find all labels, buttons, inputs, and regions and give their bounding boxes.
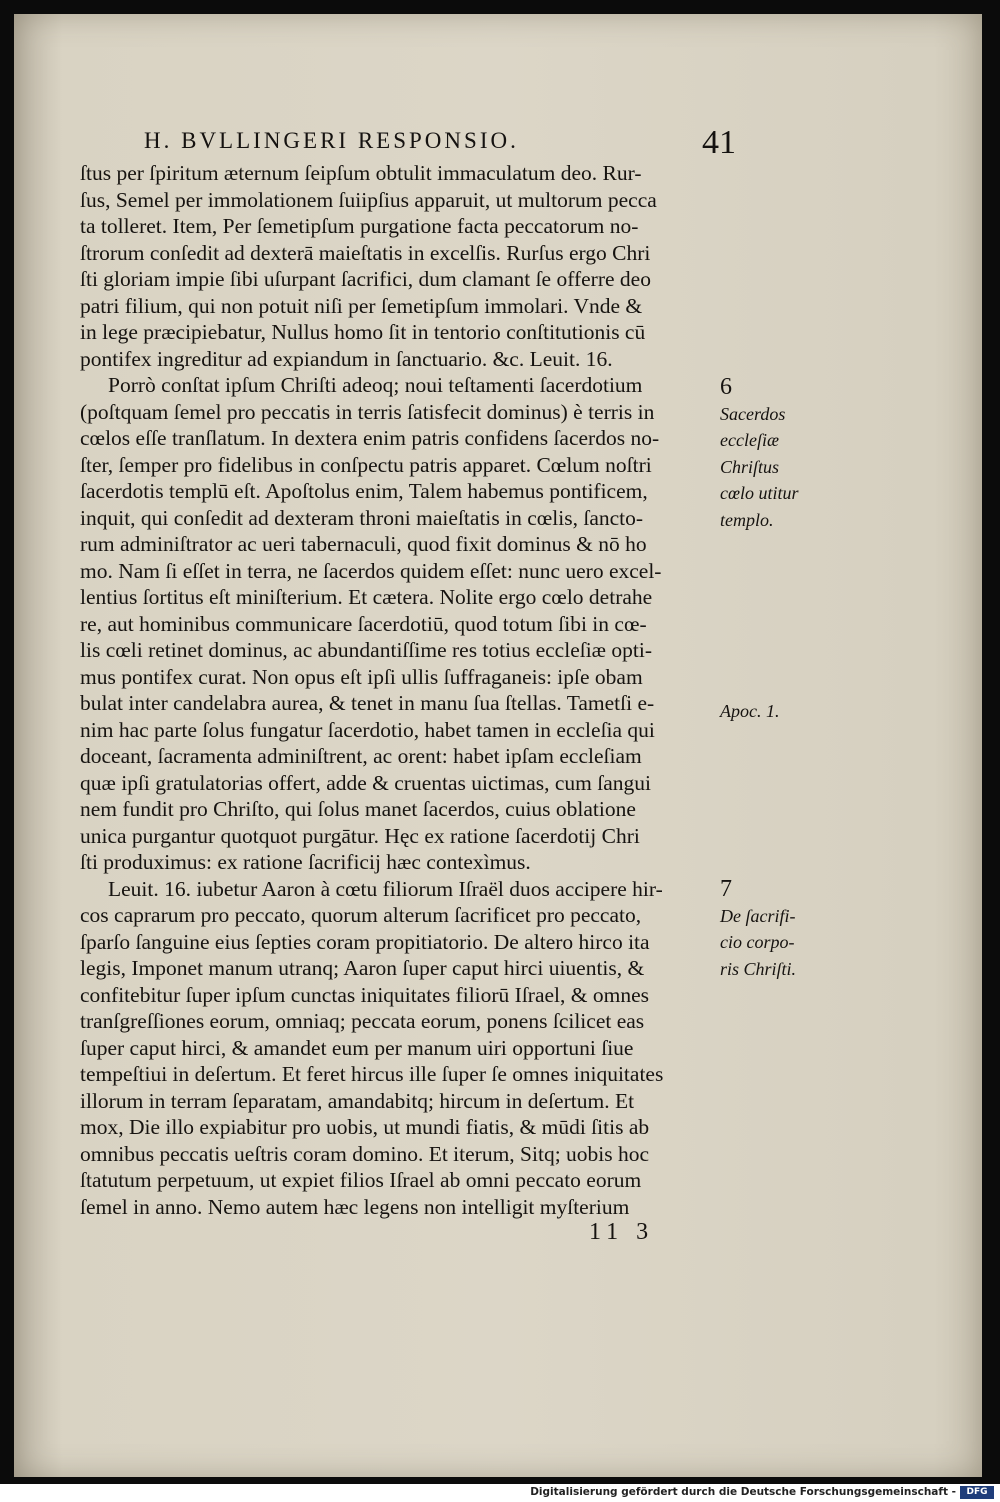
text-line: ſter, ſemper pro fidelibus in conſpectu patris apparet. Cœlum noſtri — [80, 452, 652, 477]
text-line: doceant, ſacramenta adminiſtrent, ac orent: habet ipſam eccleſiam — [80, 744, 642, 768]
text-line: ſtatutum perpetuum, ut expiet filios Iſrael ab omni peccato eorum — [80, 1168, 642, 1192]
text-line: confitebitur ſuper ipſum cunctas iniquitates filiorū Iſrael, & omnes — [80, 982, 650, 1007]
margin-note-line: eccleſiæ — [720, 430, 779, 450]
text-line: re, aut hominibus communicare ſacerdotiū, quod totum ſibi in cœ- — [80, 611, 647, 636]
text-line: ſemel in anno. Nemo autem hæc legens non intelligit myſterium — [80, 1194, 630, 1219]
text-line: quæ ipſi gratulatorias offert, adde & cruentas uictimas, cum ſangui — [80, 770, 651, 795]
text-line: ſtrorum conſedit ad dexterā maieſtatis in excelſis. Rurſus ergo Chri — [80, 240, 651, 265]
text-line: ta tolleret. Item, Per ſemetipſum purgatione facta peccatorum no- — [80, 214, 639, 238]
text-line: cos caprarum pro peccato, quorum alterum ſacrificet pro peccato, — [80, 903, 642, 927]
text-line: nim hac parte ſolus fungatur ſacerdotio, habet tamen in eccleſia qui — [80, 717, 655, 742]
dfg-logo: DFG — [960, 1486, 994, 1499]
page-number: 41 — [702, 124, 736, 161]
margin-note-line: ris Chriſti. — [720, 958, 797, 979]
margin-note-number: 6 — [720, 374, 732, 400]
margin-note-line: Sacerdos — [720, 403, 786, 424]
text-line: illorum in terram ſeparatam, amandabitq; hircum in deſertum. Et — [80, 1088, 635, 1113]
text-line: mo. Nam ſi eſſet in terra, ne ſacerdos quidem eſſet: nunc uero excel- — [80, 558, 662, 583]
margin-note-line: Apoc. 1. — [720, 701, 780, 721]
text-line: tranſgreſſiones eorum, omniaq; peccata eorum, ponens ſcilicet eas — [80, 1009, 645, 1033]
text-line: ſti produximus: ex ratione ſacrificij hæc contexìmus. — [80, 850, 531, 874]
text-line: omnibus peccatis ueſtris coram domino. Et iterum, Sitq; uobis hoc — [80, 1141, 650, 1166]
signature-mark: 11 3 — [589, 1219, 655, 1245]
text-line: Porrò conſtat ipſum Chriſti adeoq; noui teſtamenti ſacerdotium — [108, 373, 643, 397]
text-line: patri filium, qui non potuit niſi per ſemetipſum immolari. Vnde & — [80, 293, 643, 318]
text-line: rum adminiſtrator ac ueri tabernaculi, quod fixit dominus & nō ho — [80, 532, 647, 556]
text-line: ſuper caput hirci, & amandet eum per manum uiri opportuni ſiue — [80, 1035, 634, 1060]
margin-note-de-sacrificio — [720, 876, 830, 982]
funding-credit: Digitalisierung gefördert durch die Deutsche Forschungsgemeinschaft - — [530, 1486, 956, 1498]
margin-note-line: templo. — [720, 509, 774, 530]
text-line: legis, Imponet manum utranq; Aaron ſuper caput hirci uiuentis, & — [80, 956, 645, 980]
margin-note-number: 7 — [720, 876, 732, 902]
text-line: mus pontifex curat. Non opus eſt ipſi ullis ſuffraganeis: ipſe obam — [80, 664, 643, 689]
text-line: ſacerdotis templū eſt. Apoſtolus enim, Talem habemus pontificem, — [80, 479, 648, 503]
text-line: tempeſtiui in deſertum. Et feret hircus ille ſuper ſe omnes iniquitates — [80, 1062, 664, 1086]
text-line: cœlos eſſe tranſlatum. In dextera enim patris confidens ſacerdos no- — [80, 426, 660, 450]
text-line: ſus, Semel per immolationem ſuiipſius apparuit, ut multorum pecca — [80, 187, 657, 212]
text-line: ſti gloriam impie ſibi uſurpant ſacrifici, dum clamant ſe offerre deo — [80, 267, 651, 291]
text-line: (poſtquam ſemel pro peccatis in terris ſatisfecit dominus) è terris in — [80, 399, 655, 424]
text-line: Leuit. 16. iubetur Aaron à cœtu filiorum Iſraël duos accipere hir- — [108, 876, 663, 901]
margin-note-line: Chriſtus — [720, 456, 780, 477]
text-line: ſparſo ſanguine eius ſepties coram propitiatorio. De altero hirco ita — [80, 929, 650, 954]
text-line: ſtus per ſpiritum æternum ſeipſum obtulit immaculatum deo. Rur- — [80, 161, 642, 185]
running-title: H. BVLLINGERI RESPONSIO. — [144, 128, 519, 153]
text-line: inquit, qui conſedit ad dexteram throni maieſtatis in cœlis, ſancto- — [80, 505, 644, 530]
margin-note-line: De ſacrifi- — [720, 905, 796, 926]
text-line: lis cœli retinet dominus, ac abundantiſſime res totius eccleſiæ opti- — [80, 638, 653, 662]
text-line: lentius ſortitus eſt miniſterium. Et cætera. Nolite ergo cœlo detrahe — [80, 585, 653, 609]
text-line: in lege præcipiebatur, Nullus homo ſit in tentorio conſtitutionis cū — [80, 320, 646, 344]
text-line: bulat inter candelabra aurea, & tenet in manu ſua ſtellas. Tametſi e- — [80, 691, 655, 715]
text-line: nem fundit pro Chriſto, qui ſolus manet ſacerdos, cuius oblatione — [80, 797, 636, 821]
book-page — [14, 14, 982, 1477]
margin-note-sacerdos — [720, 374, 830, 533]
margin-note-apoc — [720, 698, 830, 725]
text-line: mox, Die illo expiabitur pro uobis, ut mundi fiatis, & mūdi ſitis ab — [80, 1115, 650, 1139]
margin-note-line: cio corpo- — [720, 932, 795, 952]
body-text — [80, 160, 720, 1220]
text-line: pontifex ingreditur ad expiandum in ſanctuario. &c. Leuit. 16. — [80, 346, 613, 371]
margin-note-line: cœlo utitur — [720, 483, 799, 503]
text-line: unica purgantur quotquot purgātur. Hęc ex ratione ſacerdotij Chri — [80, 823, 640, 848]
